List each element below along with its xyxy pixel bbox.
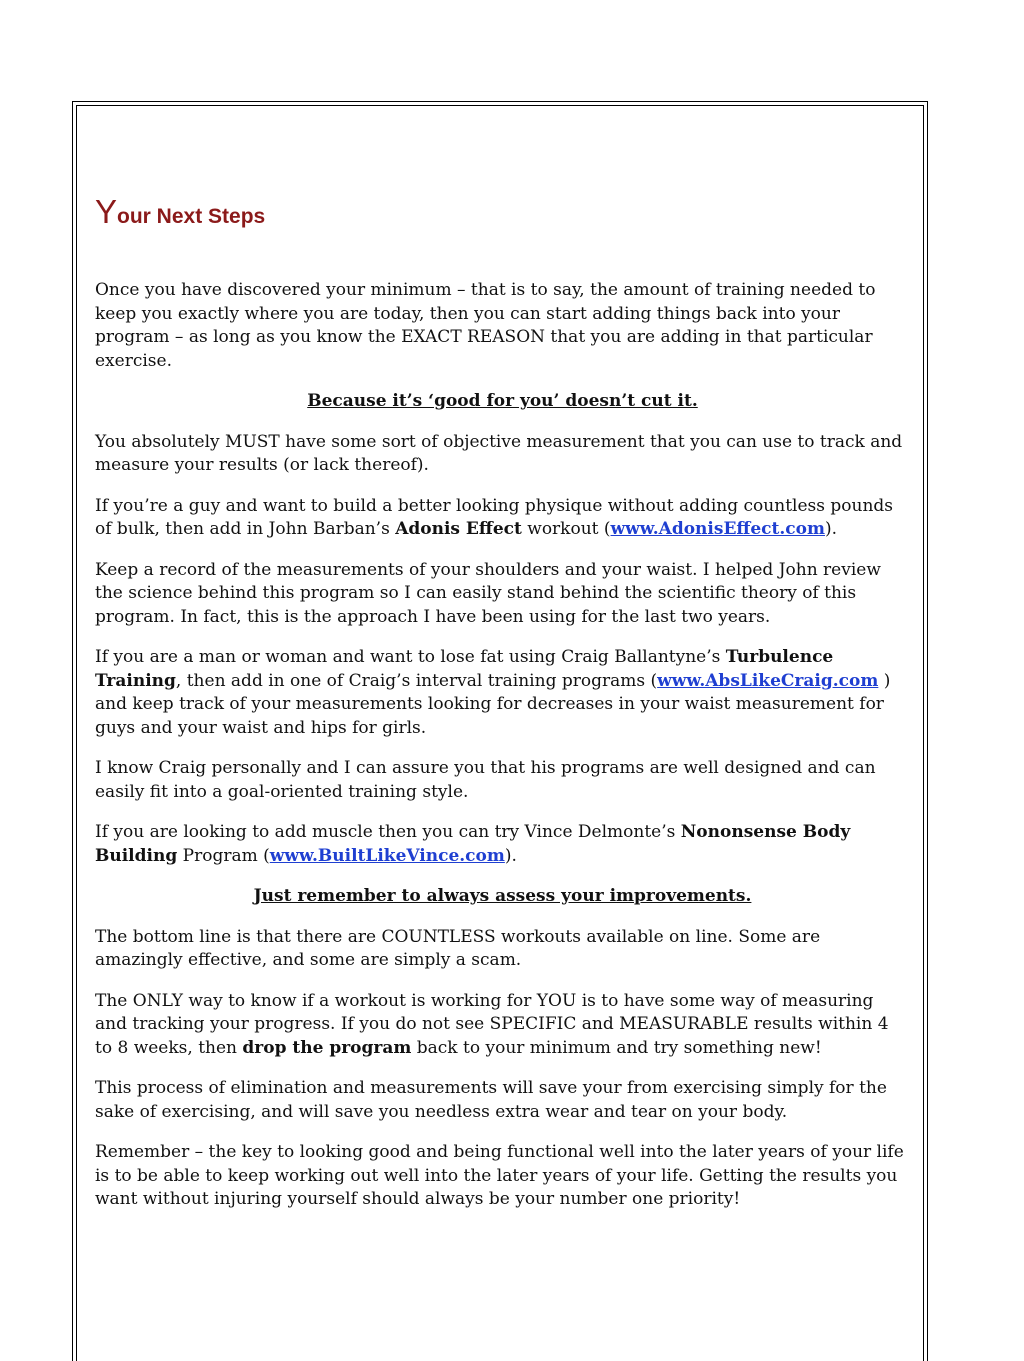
emphasis-line-2: Just remember to always assess your improvements.: [253, 886, 752, 906]
title-rest: our Next Steps: [117, 205, 266, 228]
text-span: workout (: [521, 519, 611, 539]
paragraph-3: You absolutely MUST have some sort of objective measurement that you can use to track and measure your results (or lack thereof).: [95, 431, 903, 475]
paragraph-12: This process of elimination and measurements will save your from exercising simply for the sake of exercising, and will save you needless extra wear and tear on your body.: [95, 1078, 887, 1122]
text-span: back to your minimum and try something new!: [411, 1037, 822, 1058]
text-span: , then add in one of Craig’s interval training programs (: [175, 670, 658, 691]
page-title: [95, 190, 910, 239]
program-name: Adonis Effect: [395, 519, 522, 539]
text-span: ).: [824, 519, 838, 539]
text-span: If you are a man or woman and want to lose fat using Craig Ballantyne’s: [95, 647, 726, 667]
paragraph-6: [95, 646, 910, 740]
program-name: Turbulence Training: [95, 647, 834, 691]
document-body: [95, 190, 910, 1229]
paragraph-8: [95, 821, 910, 868]
text-span: If you’re a guy and want to build a better looking physique without adding countless pounds of bulk, then add in John Barban’s: [95, 495, 893, 539]
text-span: ).: [504, 845, 517, 866]
paragraph-11: [95, 990, 910, 1061]
text-span: ) and keep track of your measurements looking for decreases in your waist measurement for guys and your waist and hips for girls.: [95, 670, 891, 738]
paragraph-4: [95, 495, 910, 542]
text-span: If you are looking to add muscle then you can try Vince Delmonte’s: [95, 822, 681, 842]
paragraph-1: Once you have discovered your minimum – that is to say, the amount of training needed to keep you exactly where you are today, then you can start adding things back into your program – as long as you know the EXACT REASON that you are adding in that particular exercise.: [95, 280, 876, 371]
text-span: The ONLY way to know if a workout is working for YOU is to have some way of measuring and tracking your progress. If you do not see SPECIFIC and MEASURABLE results within 4 to 8 weeks, then: [95, 990, 889, 1058]
bold-phrase: drop the program: [242, 1037, 412, 1058]
paragraph-13: Remember – the key to looking good and being functional well into the later years of your life is to be able to keep working out well into the later years of your life. Getting the results you want without injuring yourself should always be your number one priority!: [95, 1142, 904, 1209]
built-like-vince-link[interactable]: www.BuiltLikeVince.com: [269, 845, 505, 866]
paragraph-7: I know Craig personally and I can assure you that his programs are well designed and can easily fit into a goal-oriented training style.: [95, 758, 876, 802]
paragraph-5: Keep a record of the measurements of your shoulders and your waist. I helped John review the science behind this program so I can easily stand behind the scientific theory of this program. In fact, this is the approach I have been using for the last two years.: [95, 559, 881, 627]
abs-like-craig-link[interactable]: www.AbsLikeCraig.com: [657, 670, 879, 691]
program-name: Nononsense Body Building: [95, 822, 851, 866]
emphasis-line-1: Because it’s ‘good for you’ doesn’t cut it.: [307, 391, 698, 411]
adonis-effect-link[interactable]: www.AdonisEffect.com: [610, 519, 825, 539]
title-first-letter: Y: [95, 193, 118, 230]
text-span: Program (: [177, 845, 270, 866]
paragraph-10: The bottom line is that there are COUNTLESS workouts available on line. Some are amazingly effective, and some are simply a scam.: [95, 926, 821, 970]
